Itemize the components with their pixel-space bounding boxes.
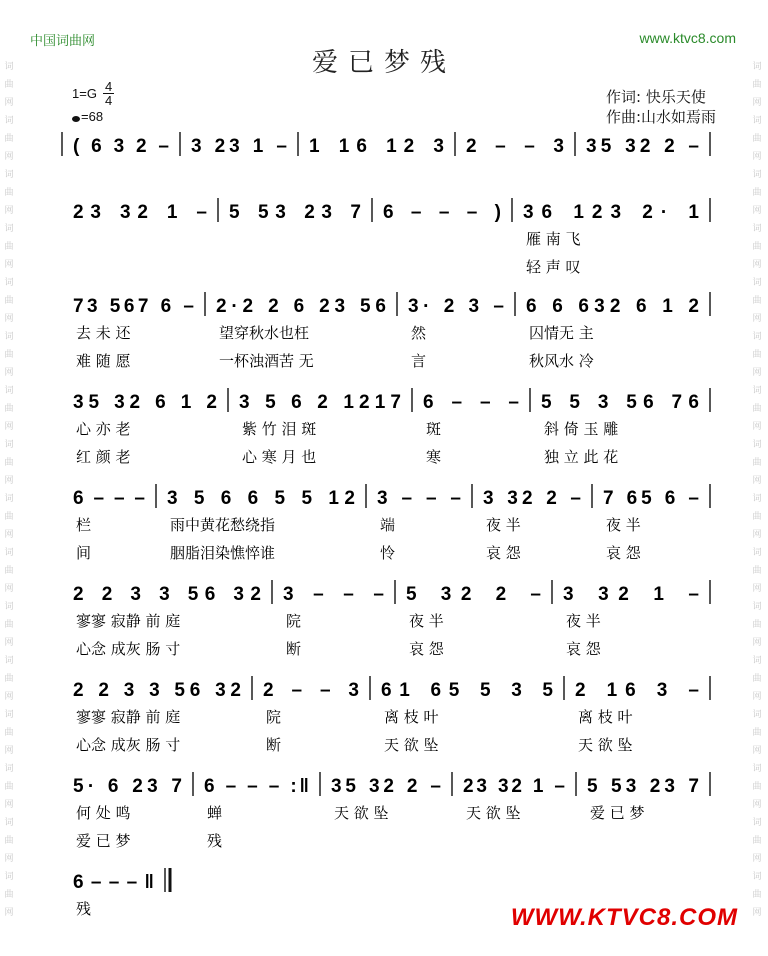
measure-notes: 5 5 3 56 76 [541,392,699,413]
watermark-char: 曲 [4,134,14,144]
watermark-char: 词 [752,548,762,558]
watermark-char: 词 [4,386,14,396]
watermark-char: 词 [4,332,14,342]
watermark-char: 曲 [752,188,762,198]
lyric-line: 离 枝 叶 [384,708,439,726]
lyric-line: 天 欲 坠 [578,736,633,754]
measure-notes: 35 32 2 – [331,776,441,797]
measure-notes: 23 32 1 – [73,202,207,223]
lyric-line: 离 枝 叶 [578,708,633,726]
lyric-line: 哀 怨 [606,544,641,562]
watermark-char: 网 [752,422,762,432]
watermark-char: 网 [752,530,762,540]
lyric-line: 断 [286,640,302,658]
watermark-char: 词 [4,872,14,882]
measure-notes: 2 – – 3 [263,680,359,701]
watermark-char: 曲 [4,242,14,252]
watermark-char: 曲 [752,566,762,576]
lyric-line: 何 处 鸣 [76,804,131,822]
lyric-line: 胭脂泪染憔悴谁 [170,544,276,562]
lyric-line: 心念 成灰 肠 寸 [76,736,181,754]
watermark-char: 网 [752,98,762,108]
watermark-char: 曲 [4,674,14,684]
lyric-line: 寥寥 寂静 前 庭 [76,708,181,726]
measure-notes: 35 32 6 1 2 [73,392,217,413]
lyric-line: 寒 [426,448,442,466]
lyric-line: 院 [286,612,302,630]
measure-notes: 3 5 6 2 1217 [239,392,401,413]
watermark-char: 网 [4,584,14,594]
lyric-line: 轻 声 叹 [526,258,581,276]
watermark-char: 词 [752,170,762,180]
measure-notes: 7 65 6 – [603,488,699,509]
lyric-line: 然 [411,324,427,342]
watermark-char: 曲 [4,296,14,306]
watermark-char: 曲 [752,404,762,414]
lyric-line: 夜 半 [409,612,444,630]
measure-notes: 2 2 3 3 56 32 [73,584,261,605]
lyric-line: 雁 南 飞 [526,230,581,248]
lyric-line: 天 欲 坠 [384,736,439,754]
site-name-left[interactable]: 中国词曲网 [30,34,96,49]
watermark-char: 曲 [4,458,14,468]
lyric-line: 难 随 愿 [76,352,131,370]
watermark-char: 词 [752,710,762,720]
watermark-char: 网 [752,368,762,378]
watermark-char: 曲 [752,242,762,252]
lyric-line: 怜 [380,544,396,562]
watermark-char: 词 [752,818,762,828]
watermark-char: 曲 [4,836,14,846]
watermark-char: 网 [4,908,14,918]
watermark-char: 词 [4,602,14,612]
watermark-char: 词 [752,224,762,234]
measure-notes: 6 – – – [73,488,145,509]
lyric-line: 哀 怨 [486,544,521,562]
measure-notes: 2 2 3 3 56 32 [73,680,241,701]
lyric-line: 紫 竹 泪 斑 [242,420,317,438]
watermark-char: 词 [4,440,14,450]
lyric-line: 残 [207,832,223,850]
watermark-char: 词 [752,62,762,72]
watermark-char: 词 [752,386,762,396]
watermark-char: 曲 [752,350,762,360]
lyric-line: 天 欲 坠 [334,804,389,822]
watermark-char: 曲 [4,782,14,792]
watermark-char: 网 [752,476,762,486]
measure-notes: 5 53 23 7 [587,776,699,797]
lyric-line: 囚情无 主 [529,324,594,342]
measure-notes: 36 123 2· 1 [523,202,699,223]
key-signature: 1=G [72,86,97,101]
measure-notes: 35 32 2 – [586,136,699,157]
watermark-char: 词 [4,62,14,72]
watermark-char: 网 [4,260,14,270]
watermark-char: 词 [4,656,14,666]
watermark-char: 曲 [752,296,762,306]
watermark-char: 网 [4,746,14,756]
watermark-char: 词 [752,656,762,666]
watermark-char: 网 [4,692,14,702]
watermark-char: 词 [4,710,14,720]
measure-notes: 3 5 6 6 5 5 12 [167,488,355,509]
lyric-line: 间 [76,544,92,562]
watermark-char: 曲 [752,836,762,846]
lyric-line: 一杯浊酒苦 无 [219,352,314,370]
lyric-line: 爱 已 梦 [590,804,645,822]
watermark-char: 曲 [4,512,14,522]
lyric-line: 红 颜 老 [76,448,131,466]
watermark-char: 网 [4,152,14,162]
measure-notes: 23 32 1 – [463,776,565,797]
watermark-char: 词 [4,170,14,180]
watermark-char: 曲 [4,404,14,414]
measure-notes: 6 6 632 6 1 2 [526,296,699,317]
watermark-char: 词 [752,494,762,504]
lyric-line: 寥寥 寂静 前 庭 [76,612,181,630]
measure-notes: 3· 2 3 – [408,296,504,317]
watermark-char: 词 [752,278,762,288]
lyric-line: 言 [411,352,427,370]
watermark-char: 词 [4,818,14,828]
lyric-line: 天 欲 坠 [466,804,521,822]
measure-notes: ( 6 3 2 – [73,136,169,157]
measure-notes: 5· 6 23 7 [73,776,182,797]
watermark-char: 词 [752,332,762,342]
lyric-line: 心念 成灰 肠 寸 [76,640,181,658]
watermark-char: 词 [752,872,762,882]
watermark-char: 网 [4,206,14,216]
watermark-char: 词 [4,494,14,504]
lyric-line: 端 [380,516,396,534]
watermark-char: 网 [4,638,14,648]
lyricist: 作词: 快乐天使 [606,88,706,106]
lyric-line: 心 亦 老 [76,420,131,438]
measure-notes: 2 – – 3 [466,136,564,157]
lyric-line: 断 [266,736,282,754]
measure-notes: 2·2 2 6 23 56 [216,296,386,317]
watermark-char: 网 [752,152,762,162]
watermark-char: 曲 [752,890,762,900]
watermark-char: 网 [4,476,14,486]
watermark-char: 网 [752,800,762,810]
lyric-line: 哀 怨 [566,640,601,658]
site-url-right[interactable]: www.ktvc8.com [639,30,736,46]
lyric-line: 院 [266,708,282,726]
lyric-line: 秋风水 冷 [529,352,594,370]
measure-notes: 3 32 1 – [563,584,699,605]
measure-notes: 6 – – – ) [383,202,501,223]
lyric-line: 栏 [76,516,92,534]
watermark-char: 网 [4,800,14,810]
lyric-line: 去 未 还 [76,324,131,342]
watermark-char: 曲 [4,620,14,630]
watermark-char: 曲 [752,728,762,738]
measure-notes: 5 32 2 – [406,584,541,605]
watermark-char: 曲 [4,566,14,576]
lyric-line: 夜 半 [486,516,521,534]
measure-notes: 3 23 1 – [191,136,287,157]
watermark-char: 词 [4,548,14,558]
watermark-char: 曲 [752,620,762,630]
footer-logo[interactable]: WWW.KTVC8.COM [510,904,738,931]
time-numerator: 4 [104,79,113,94]
watermark-char: 曲 [752,782,762,792]
watermark-char: 网 [4,314,14,324]
watermark-char: 网 [752,638,762,648]
watermark-char: 曲 [4,728,14,738]
measure-notes: 3 32 2 – [483,488,581,509]
measure-notes: 3 – – – [377,488,461,509]
watermark-char: 词 [4,764,14,774]
watermark-char: 曲 [752,134,762,144]
watermark-char: 网 [752,584,762,594]
watermark-char: 网 [752,314,762,324]
lyric-line: 斑 [426,420,442,438]
lyric-line: 夜 半 [566,612,601,630]
watermark-char: 网 [752,854,762,864]
watermark-char: 词 [4,116,14,126]
watermark-char: 曲 [752,512,762,522]
lyric-line: 雨中黄花愁绕指 [170,516,276,534]
watermark-char: 网 [752,746,762,756]
measure-notes: 3 – – – [283,584,384,605]
lyric-line: 哀 怨 [409,640,444,658]
lyric-line: 斜 倚 玉 雕 [544,420,619,438]
watermark-char: 曲 [4,188,14,198]
watermark-char: 曲 [752,458,762,468]
measure-notes: 61 65 5 3 5 [381,680,553,701]
watermark-char: 网 [752,260,762,270]
watermark-char: 网 [4,368,14,378]
measure-notes: 6 – – – ‖ [73,872,154,893]
watermark-char: 曲 [4,890,14,900]
watermark-char: 网 [4,422,14,432]
lyric-line: 残 [76,900,92,918]
watermark-char: 词 [752,440,762,450]
watermark-char: 词 [752,116,762,126]
watermark-char: 网 [4,854,14,864]
watermark-char: 曲 [752,80,762,90]
measure-notes: 2 16 3 – [575,680,699,701]
watermark-char: 曲 [752,674,762,684]
watermark-char: 词 [4,224,14,234]
measure-notes: 73 567 6 – [73,296,194,317]
watermark-char: 网 [752,206,762,216]
measure-notes: 5 53 23 7 [229,202,361,223]
lyric-line: 蝉 [207,804,223,822]
watermark-char: 词 [4,278,14,288]
watermark-char: 词 [752,602,762,612]
watermark-char: 网 [4,530,14,540]
composer: 作曲:山水如焉雨 [606,108,717,126]
watermark-char: 网 [4,98,14,108]
lyric-line: 爱 已 梦 [76,832,131,850]
lyric-line: 心 寒 月 也 [242,448,317,466]
tempo-mark: =68 [81,109,104,124]
measure-notes: 6 – – – [423,392,519,413]
lyric-line: 望穿秋水也枉 [219,324,310,342]
watermark-char: 网 [752,692,762,702]
watermark-char: 词 [752,764,762,774]
time-denominator: 4 [104,93,113,108]
lyric-line: 夜 半 [606,516,641,534]
measure-notes: 1 16 12 3 [309,136,444,157]
song-title: 爱已梦残 [311,48,456,78]
watermark-char: 网 [752,908,762,918]
lyric-line: 独 立 此 花 [544,448,619,466]
watermark-char: 曲 [4,350,14,360]
measure-notes: 6 – – – :‖ [204,776,309,797]
watermark-char: 曲 [4,80,14,90]
